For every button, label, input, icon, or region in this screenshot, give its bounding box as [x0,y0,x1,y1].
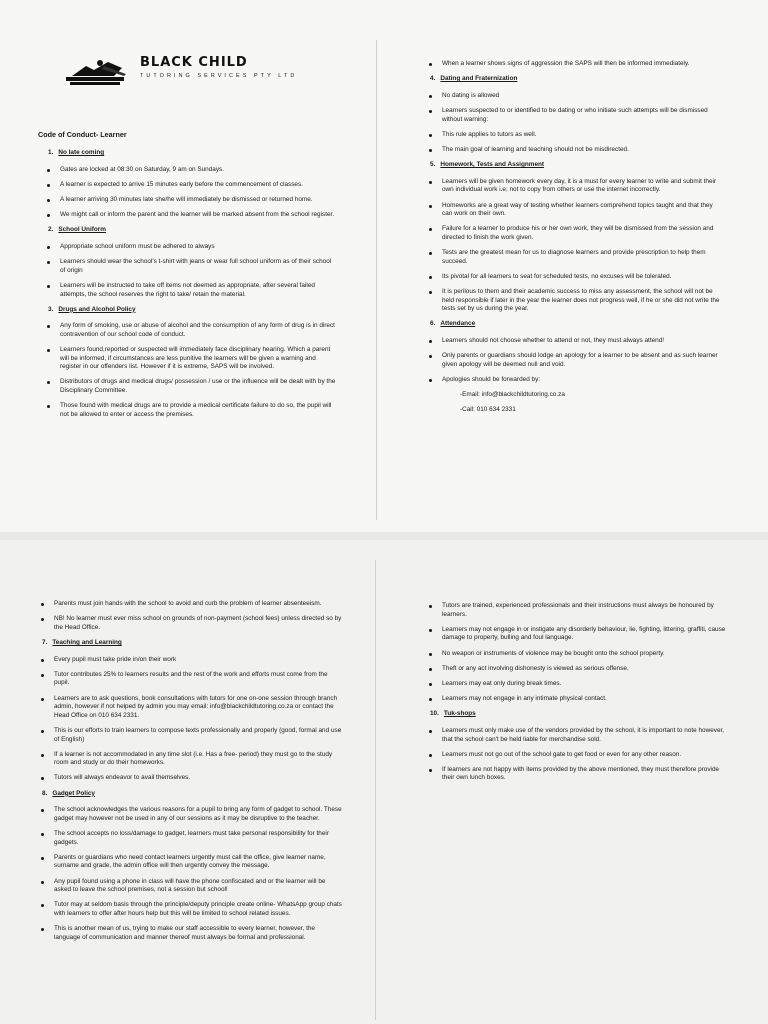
bullet-list [420,602,730,704]
list-item: A learner arriving 30 minutes late she/he will immediately be dismissed or returned home. [38,196,338,205]
section-title: Drugs and Alcohol Policy [58,305,136,313]
section-number: 4. [430,75,436,83]
bullet-list [420,92,720,155]
section-number: 5. [430,161,436,169]
bullet-list [32,806,342,942]
section-heading [42,639,342,648]
list-item: Every pupil must take pride in/on their work [32,656,342,665]
bullet-list [420,178,720,314]
bullet-list [38,166,338,220]
section-title: Dating and Fraternization [440,75,518,83]
list-item: Its pivotal for all learners to seat for scheduled tests, no excuses will be tolerated. [420,273,720,282]
bullet-list [38,322,338,419]
page1-left-column [38,148,338,426]
list-item: Learners must not go out of the school gate to get food or even for any other reason. [420,751,730,760]
section-heading [48,226,338,235]
section-number: 1. [48,149,54,156]
section-heading [48,306,338,315]
section-number: 3. [48,305,54,313]
bullet-list [420,60,720,69]
bottom-page-sheet [0,540,768,1024]
list-item: The main goal of learning and teaching should not be misdirected. [420,146,720,155]
bullet-list [32,600,342,632]
logo-emblem-icon [64,58,134,88]
list-item: Learners must only make use of the vendors provided by the school, it is important to note however, that the school can't be held liable for merchandise sold. [420,727,730,744]
logo-title: BLACK CHILD [140,55,248,70]
list-item: Tutor contributes 25% to learners results and the rest of the work and efforts must come from the pupil. [32,671,342,688]
bullet-list [420,337,720,415]
list-item: Any pupil found using a phone in class will have the phone confiscated and or the learner will be asked to leave the school premises, not a session but school! [32,878,342,895]
list-item: Learners should wear the school's t-shirt with jeans or wear full school uniform as of their school of origin [38,258,338,275]
section-heading [48,149,338,158]
list-item: If learners are not happy with items provided by the above mentioned, they must therefore provide their own lunch boxes. [420,766,730,783]
section-heading [430,710,730,719]
section-number: 6. [430,320,436,328]
list-item: Any form of smoking, use or abuse of alcohol and the consumption of any form of drug is in direct contravention of our school code of conduct. [38,322,338,339]
list-item: Distributors of drugs and medical drugs/ possession / use or the influence will be dealt with by the Disciplinary Committee. [38,378,338,395]
document-title: Code of Conduct- Learner [38,130,127,139]
section-title: School Uniform [58,226,106,234]
list-item: Failure for a learner to produce his or her own work, they will be dismissed from the session and directed to finish the work given. [420,225,720,242]
list-item: The school acknowledges the various reasons for a pupil to bring any form of gadget to school. These gadget may however not be used in any of our sessions as it may be disruptive to the teacher. [32,806,342,823]
list-item: Tutor may at seldom basis through the principle/deputy principle create online- WhatsApp group chats with learners to offer after hours help but this will be limited to school related issues. [32,901,342,918]
list-item: A learner is expected to arrive 15 minutes early before the commencement of classes. [38,181,338,190]
section-number: 2. [48,226,54,234]
list-item: No weapon or instruments of violence may be bought onto the school property. [420,650,730,659]
list-item: Theft or any act involving dishonesty is viewed as serious offense. [420,665,730,674]
contact-email[interactable]: -Email: info@blackchildtutoring.co.za [460,391,565,399]
list-item: The school accepts no loss/damage to gadget, learners must take personal responsibility for their gadgets. [32,830,342,847]
list-item: Those found with medical drugs are to provide a medical certificate failure to do so, the pupil will not be allowed to enter or access the premises. [38,402,338,419]
bullet-list [32,656,342,784]
section-title: No late coming [58,149,105,156]
logo-subtitle: TUTORING SERVICES PTY LTD [140,73,298,79]
section-number: 10. [430,710,439,718]
list-item: Homeworks are a great way of testing whether learners comprehend topics taught and that they can work on their own. [420,202,720,219]
list-item: Learners may not engage in or instigate any disorderly behaviour, lie, fighting, littering, graffiti, cause damage to property, bulling and foul language. [420,626,730,643]
list-item: If a learner is not accommodated in any time slot (i.e. Has a free- period) they must go to the study room and study or do their homeworks. [32,751,342,768]
section-title: Homework, Tests and Assignment [440,161,545,169]
section-heading [42,790,342,799]
list-item: Tutors will always endeavor to avail themselves. [32,774,342,783]
list-item: Learners are to ask questions, book consultations with tutors for one on-one session through branch admin, however if not helped by admin you may email: info@blackchildtutoring.co.za or contact the Head Office on 010 634 2331. [32,695,342,721]
page1-right-column [420,60,720,422]
bullet-list [38,243,338,299]
list-item: This rule applies to tutors as well. [420,131,720,140]
bullet-list [420,727,730,783]
list-item: We might call or inform the parent and the learner will be marked absent from the school register. [38,211,338,220]
section-title: Gadget Policy [52,789,95,797]
list-item: Learners may eat only during break times. [420,680,730,689]
list-item: Learners should not choose whether to attend or not, they must always attend! [420,337,720,346]
list-item: Learners may not engage in any intimate physical contact. [420,695,730,704]
list-item: Learners suspected to or identified to be dating or who initiate such attempts will be dismissed without warning: [420,107,720,124]
list-item: This is our efforts to train learners to compose texts professionally and properly (good, formal and use of English) [32,727,342,744]
list-item: Learners will be given homework every day, it is a must for every learner to write and submit their own individual work i.e; not to copy from others or use the internet incorrectly. [420,178,720,195]
list-item: It is perilous to them and their academic success to miss any assessment, the school will not be held responsible if later in the year the learner does not progress well, if he or she did not write the tests set by us during the year. [420,288,720,314]
list-item: This is another mean of us, trying to make our staff accessible to every learner, however, the language of communication and manner thereof must always be formal and professional. [32,925,342,942]
section-heading [430,75,720,84]
list-item: Learners will be instructed to take off items not deemed as appropriate, after several failed attempts, the school reserves the right to take/ retain the material. [38,282,338,299]
list-item: Tests are the greatest mean for us to diagnose learners and provide prescription to help them succeed. [420,249,720,266]
page2-right-column [420,602,730,790]
list-item: Tutors are trained, experienced professionals and their instructions must always be honoured by learners. [420,602,730,619]
company-logo [64,54,374,90]
page-fold [375,560,376,1020]
page-fold [376,40,377,520]
section-title: Teaching and Learning [52,638,122,646]
section-heading [430,161,720,170]
list-item: Appropriate school uniform must be adhered to always [38,243,338,252]
list-item: Apologies should be forwarded by: [420,376,720,385]
list-item: Parents or guardians who need contact learners urgently must call the office, give learner name, surname and grade, the admin office will then urgently convey the message. [32,854,342,871]
section-title: Attendance [440,320,476,328]
list-item: Learners found,reported or suspected will immediately face disciplinary hearing. Which a parent will be informed, if circumstances are less punitive the learners will be given a warning and register in our offenders list. However if it is extreme, SAPS will be involved. [38,346,338,372]
section-heading [430,320,720,329]
list-item: No dating is allowed [420,92,720,101]
section-number: 7. [42,638,48,646]
list-item: Gates are locked at 08:30 on Saturday, 9 am on Sundays. [38,166,338,175]
list-item: Only parents or guardians should lodge an apology for a learner to be absent and as such learner given apology will be deemed null and void. [420,352,720,369]
list-item: Parents must join hands with the school to avoid and curb the problem of learner absenteeism. [32,600,342,609]
list-item: NB! No learner must ever miss school on grounds of non-payment (school fees) unless directed so by the Head Office. [32,615,342,632]
section-title: Tuk-shops [443,710,476,718]
contact-call: -Call: 010 634 2331 [460,406,516,414]
section-number: 8. [42,789,48,797]
list-item: When a learner shows signs of aggression the SAPS will then be informed immediately. [420,60,720,69]
page2-left-column [32,600,342,949]
